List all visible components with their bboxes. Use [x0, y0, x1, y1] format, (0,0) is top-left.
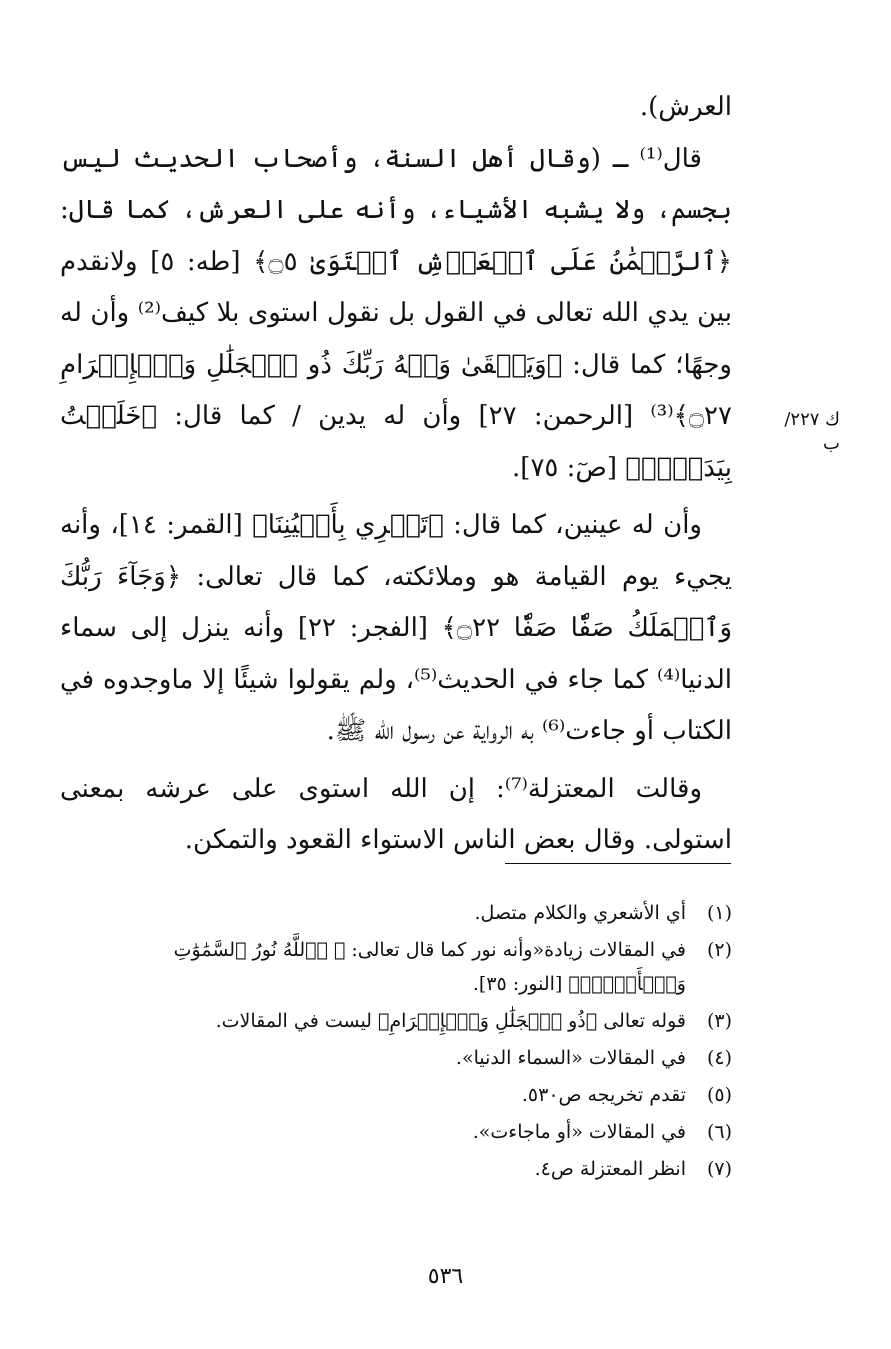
manuscript-margin-note: ك ٢٢٧/ب — [784, 409, 840, 454]
footnote-2 — [60, 933, 732, 1001]
footnote-number: (٧) — [706, 1158, 732, 1180]
footnote-7 — [60, 1152, 732, 1186]
footnote-text: أي الأشعري والكلام متصل. — [474, 902, 686, 924]
footnote-4 — [60, 1041, 732, 1075]
paragraph-4: وقالت المعتزلة⁽⁷⁾: إن الله استوى على عرشه بمعنى استولى. وقال بعض الناس الاستواء القعود والتمكن. — [60, 773, 732, 855]
footnotes — [60, 896, 732, 1189]
footnote-number: (٤) — [706, 1047, 732, 1069]
page-number: ٥٣٦ — [427, 1264, 464, 1289]
footnote-number: (٣) — [706, 1010, 732, 1032]
footnote-number: (٥) — [706, 1084, 732, 1106]
footnote-number: (١) — [706, 902, 732, 924]
footnote-text: تقدم تخريجه ص٥٣٠. — [521, 1084, 686, 1106]
footnote-number: (٦) — [706, 1121, 732, 1143]
footnote-divider — [505, 863, 731, 864]
footnote-5 — [60, 1078, 732, 1112]
footnote-1 — [60, 896, 732, 930]
footnote-text: في المقالات زيادة«وأنه نور كما قال تعالى: ﴿ ۞ٱللَّهُ نُورُ ٱلسَّمَٰوَٰتِ وَٱلۡأَرۡضِۚ﴾ [النور: ٣٥]. — [173, 939, 686, 995]
footnote-number: (٢) — [706, 939, 732, 961]
paragraph-2: قال⁽¹⁾ ـ (وقال أهل السنة، وأصحاب الحديث ليس بجسم، ولا يشبه الأشياء، وأنه على العرش، كما قال: ﴿ٱلرَّحۡمَٰنُ عَلَى ٱلۡعَرۡشِ ٱسۡتَوَىٰ ۝٥﴾ [طه: ٥] ولانقدم بين يدي الله تعالى في القول بل نقول استوى بلا كيف⁽²⁾ وأن له وجهًا؛ كما قال: ﴿وَيَبۡقَىٰ وَجۡهُ رَبِّكَ ذُو ٱلۡجَلَٰلِ وَٱلۡإِكۡرَامِ ۝٢٧﴾⁽³⁾ [الرحمن: ٢٧] وأن له يدين / كما قال: ﴿خَلَقۡتُ بِيَدَيَّۖ﴾ [صٓ: ٧٥]. — [60, 143, 732, 483]
footnote-text: في المقالات «السماء الدنيا». — [455, 1047, 686, 1069]
footnote-text: قوله تعالى ﴿ذُو ٱلۡجَلَٰلِ وَٱلۡإِكۡرَامِ﴾ ليست في المقالات. — [215, 1010, 686, 1032]
main-text — [60, 82, 732, 867]
footnote-6 — [60, 1115, 732, 1149]
footnote-3 — [60, 1004, 732, 1038]
footnote-text: في المقالات «أو ماجاءت». — [472, 1121, 686, 1143]
paragraph-3: وأن له عينين، كما قال: ﴿تَجۡرِي بِأَعۡيُنِنَا﴾ [القمر: ١٤]، وأنه يجيء يوم القيامة هو وملائكته، كما قال تعالى: ﴿وَجَآءَ رَبُّكَ وَٱلۡمَلَكُ صَفّٗا صَفّٗا ۝٢٢﴾ [الفجر: ٢٢] وأنه ينزل إلى سماء الدنيا⁽⁴⁾ كما جاء في الحديث⁽⁵⁾، ولم يقولوا شيئًا إلا ماوجدوه في الكتاب أو جاءت⁽⁶⁾ به الرواية عن رسول الله ﷺ. — [60, 510, 732, 746]
paragraph-1: العرش). — [639, 92, 732, 122]
footnote-text: انظر المعتزلة ص٤. — [534, 1158, 686, 1180]
